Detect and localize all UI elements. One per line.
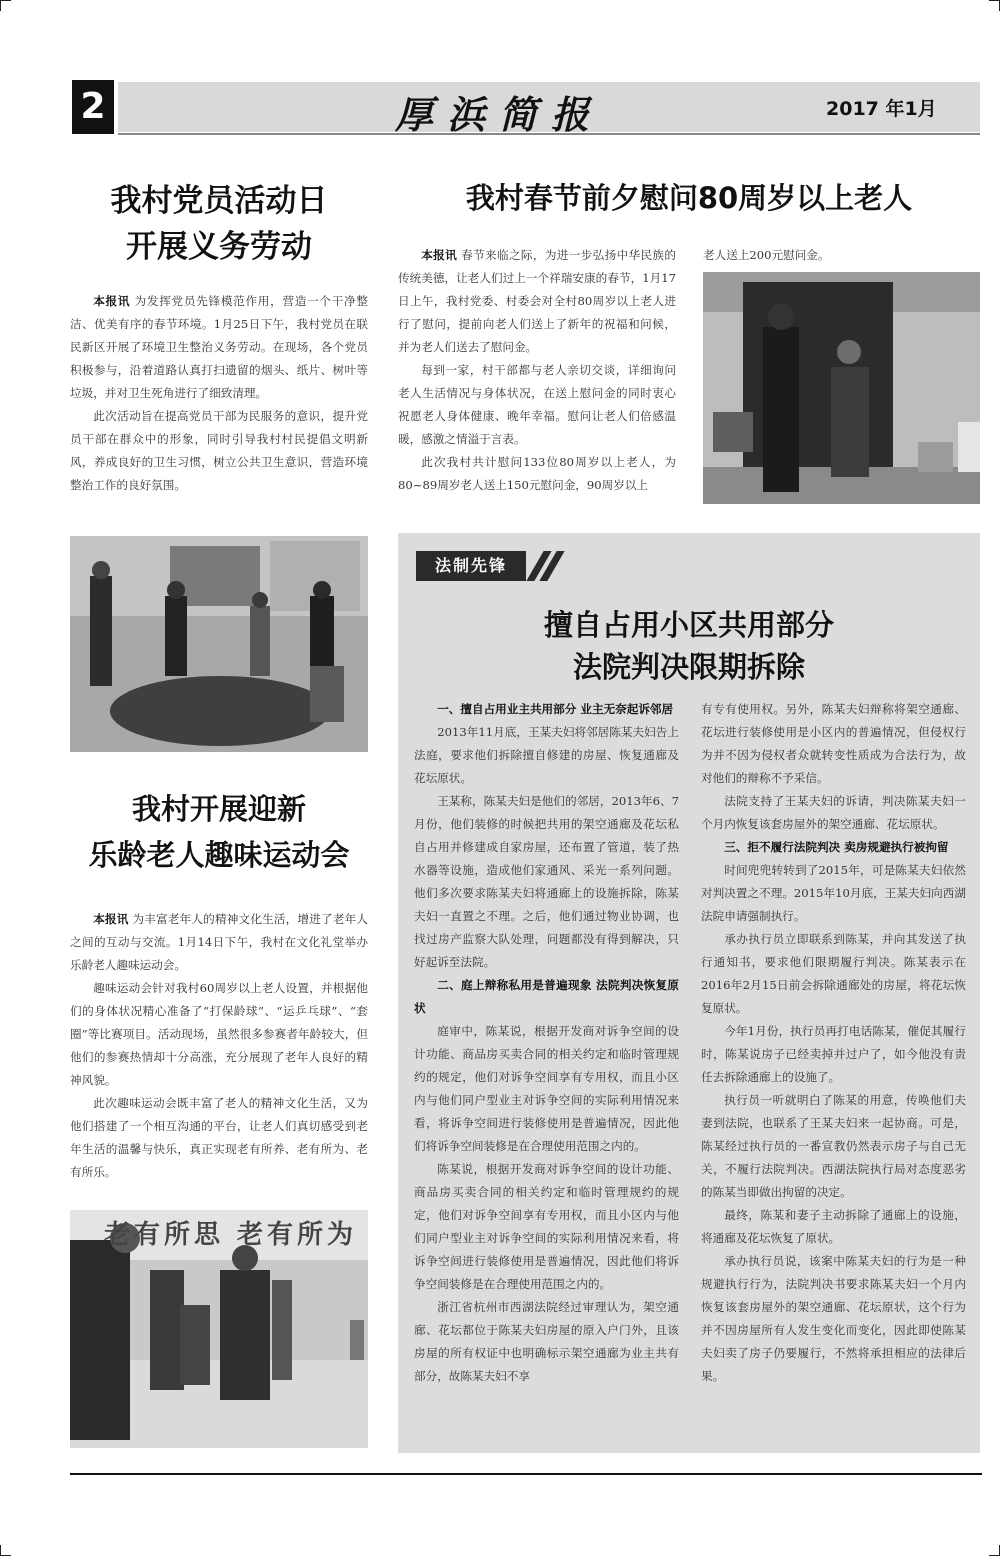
paragraph: 承办执行员立即联系到陈某，并向其发送了执行通知书，要求他们限期履行判决。陈某表示在2016年2月15日前会拆除通廊处的房屋，将花坛恢复原状。 — [701, 932, 966, 1015]
photo-volunteers-sweeping — [70, 536, 368, 752]
crop-mark — [0, 0, 11, 11]
paragraph: 2013年11月底，王某夫妇将邻居陈某夫妇告上法庭，要求他们拆除擅自修建的房屋、恢复通廊及花坛原状。 — [414, 725, 679, 785]
paragraph: 王某称，陈某夫妇是他们的邻居，2013年6、7月份，他们装修的时候把共用的架空通廊及花坛私自占用并修建成自家房屋，还布置了管道，装了热水器等设施，造成他们家通风、采光一系列问题。他们多次要求陈某夫妇将通廊上的设施拆除，陈某夫妇一直置之不理。之后，他们通过物业协调，也找过房产监察大队处理，问题都没有得到解决，只好起诉至法院。 — [414, 794, 679, 969]
paragraph: 趣味运动会针对我村60周岁以上老人设置，并根据他们的身体状况精心准备了“打保龄球”、“运乒乓球”、“套圈”等比赛项目。活动现场，虽然很多参赛者年龄较大，但他们的参赛热情却十分高涨，充分展现了老年人良好的精神风貌。 — [70, 981, 368, 1087]
title-line: 擅自占用小区共用部分 — [543, 608, 834, 642]
lead-label: 本报讯 — [93, 912, 129, 926]
paragraph: 有专有使用权。另外，陈某夫妇辩称将架空通廊、花坛进行装修使用是小区内的普遍情况，但侵权行为并不因为侵权者众就转变性质成为合法行为，故对他们的辩称不予采信。 — [701, 702, 966, 785]
crop-mark — [989, 1545, 1000, 1556]
page-number: 2 — [72, 80, 114, 134]
crop-mark — [989, 0, 1000, 11]
paragraph: 此次我村共计慰问133位80周岁以上老人，为80~89周岁老人送上150元慰问金，90周岁以上 — [398, 455, 676, 492]
paragraph: 最终，陈某和妻子主动拆除了通廊上的设施，将通廊及花坛恢复了原状。 — [701, 1208, 966, 1245]
title-line: 法院判决限期拆除 — [572, 650, 805, 684]
elderly-visit-title: 我村春节前夕慰问80周岁以上老人 — [465, 181, 913, 215]
title-line: 乐龄老人趣味运动会 — [88, 838, 350, 872]
bottom-rule — [70, 1473, 982, 1475]
paragraph-text: 春节来临之际，为进一步弘扬中华民族的传统美德，让老人们过上一个祥瑞安康的春节，1月17日上午，我村党委、村委会对全村80周岁以上老人进行了慰问，提前向老人们送上了新年的祝福和问候，并为老人们送去了慰问金。 — [398, 248, 676, 354]
legal-body-right — [701, 698, 966, 1388]
title-line: 我村开展迎新 — [131, 792, 306, 826]
title-line: 我村党员活动日 — [110, 183, 328, 219]
legal-title — [398, 604, 980, 688]
paragraph-text: 为发挥党员先锋模范作用，营造一个干净整洁、优美有序的春节环境。1月25日下午，我村党员在联民新区开展了环境卫生整治义务劳动。在现场，各个党员积极参与，沿着道路认真打扫遗留的烟头、纸片、树叶等垃圾，并对卫生死角进行了细致清理。 — [70, 294, 368, 400]
paragraph: 执行员一听就明白了陈某的用意，传唤他们夫妻到法院，也联系了王某夫妇来一起协商。可是，陈某经过执行员的一番宣教仍然表示房子与自己无关，不履行法院判决。西湖法院执行局对态度恶劣的陈某当即做出拘留的决定。 — [701, 1093, 966, 1199]
title-line: 开展义务劳动 — [126, 229, 312, 265]
crop-mark — [0, 1545, 11, 1556]
paper-name: 厚浜简报 — [395, 92, 604, 137]
paragraph: 承办执行员说，该案中陈某夫妇的行为是一种规避执行行为，法院判决书要求陈某夫妇一个月内恢复该套房屋外的架空通廊、花坛原状，这个行为并不因房屋所有人发生变化而变化，因此即使陈某夫妇卖了房子仍要履行，不然将承担相应的法律后果。 — [701, 1254, 966, 1383]
section-heading: 一、擅自占用业主共用部分 业主无奈起诉邻居 — [437, 702, 674, 716]
paragraph — [70, 908, 368, 977]
paragraph: 今年1月份，执行员再打电话陈某，催促其履行时，陈某说房子已经卖掉并过户了，如今他没有责任去拆除通廊上的设施了。 — [701, 1024, 966, 1084]
photo-volunteers-sweeping-image — [70, 536, 368, 752]
paragraph: 时间兜兜转转到了2015年，可是陈某夫妇依然对判决置之不理。2015年10月底，王某夫妇向西湖法院申请强制执行。 — [701, 863, 966, 923]
paragraph: 此次趣味运动会既丰富了老人的精神文化生活，又为他们搭建了一个相互沟通的平台，让老人们真切感受到老年生活的温馨与快乐，真正实现老有所养、老有所为、老有所乐。 — [70, 1096, 368, 1179]
lead-label: 本报讯 — [421, 248, 458, 262]
photo-elderly-visit-image — [703, 272, 980, 504]
section-heading: 三、拒不履行法院判决 卖房规避执行被拘留 — [724, 840, 949, 854]
elderly-visit-body — [398, 244, 676, 497]
photo-elderly-visit — [703, 272, 980, 504]
column-tag: 法制先锋 — [416, 551, 526, 581]
paragraph — [70, 290, 368, 405]
legal-body-left — [414, 698, 679, 1388]
paragraph: 陈某说，根据开发商对诉争空间的设计功能、商品房买卖合同的相关约定和临时管理规约的规定，他们对诉争空间享有专用权，而且小区内与他们同户型业主对诉争空间的实际利用情况来看，将诉争空间进行装修使用是普遍情况，因此他们将诉争空间装修是在合理使用范围之内的。 — [414, 1162, 679, 1291]
paragraph-text: 为丰富老年人的精神文化生活，增进了老年人之间的互动与交流。1月14日下午，我村在文化礼堂举办乐龄老人趣味运动会。 — [70, 912, 368, 972]
paragraph: 此次活动旨在提高党员干部为民服务的意识，提升党员干部在群众中的形象，同时引导我村村民提倡文明新风，养成良好的卫生习惯，树立公共卫生意识，营造环境整治工作的良好氛围。 — [70, 409, 368, 492]
sports-meet-body — [70, 908, 368, 1184]
lead-label: 本报讯 — [93, 294, 131, 308]
paragraph: 法院支持了王某夫妇的诉请，判决陈某夫妇一个月内恢复该套房屋外的架空通廊、花坛原状。 — [701, 794, 966, 831]
paragraph: 老人送上200元慰问金。 — [703, 248, 830, 262]
elderly-visit-body-cont — [703, 244, 980, 267]
section-heading: 二、庭上辩称私用是普遍现象 法院判决恢复原状 — [414, 978, 679, 1015]
paragraph: 浙江省杭州市西湖法院经过审理认为，架空通廊、花坛都位于陈某夫妇房屋的原入户门外，且该房屋的所有权证中也明确标示架空通廊为业主共有部分，故陈某夫妇不享 — [414, 1300, 679, 1383]
photo-banner-text: 老有所思 老有所为 — [104, 1220, 358, 1250]
issue-date: 2017 年1月 — [826, 98, 937, 120]
party-day-body — [70, 290, 368, 497]
paragraph: 庭审中，陈某说，根据开发商对诉争空间的设计功能、商品房买卖合同的相关约定和临时管理规约的规定，他们对诉争空间享有专用权，而且小区内与他们同户型业主对诉争空间的实际利用情况来看，将诉争空间进行装修使用是普遍情况，因此他们将诉争空间装修是在合理使用范围之内的。 — [414, 1024, 679, 1153]
sports-meet-title — [70, 786, 368, 878]
party-day-title — [70, 178, 368, 270]
paragraph — [398, 244, 676, 359]
photo-sports-meet — [70, 1210, 368, 1448]
paragraph: 每到一家，村干部都与老人亲切交谈，详细询问老人生活情况与身体状况，在送上慰问金的同时衷心祝愿老人身体健康、晚年幸福。慰问让老人们倍感温暖，感激之情溢于言表。 — [398, 363, 676, 446]
